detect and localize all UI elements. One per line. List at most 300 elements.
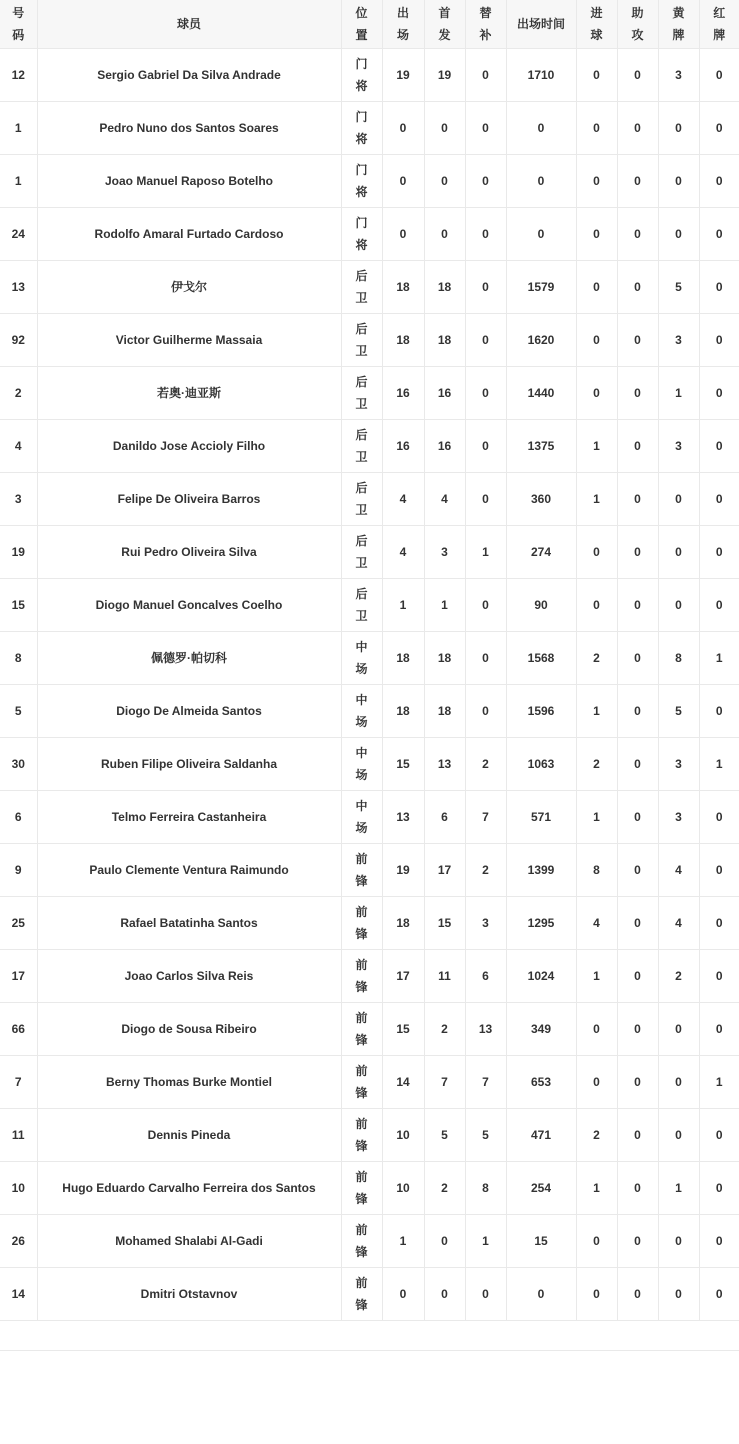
cell-position: 中场 bbox=[341, 791, 382, 844]
cell-number: 6 bbox=[0, 791, 37, 844]
cell-yellow-cards: 0 bbox=[658, 1056, 699, 1109]
cell-player: Ruben Filipe Oliveira Saldanha bbox=[37, 738, 341, 791]
cell-appearances: 0 bbox=[382, 208, 424, 261]
cell-player: Diogo Manuel Goncalves Coelho bbox=[37, 579, 341, 632]
cell-appearances: 18 bbox=[382, 897, 424, 950]
cell-starts: 4 bbox=[424, 473, 465, 526]
cell-appearances: 18 bbox=[382, 261, 424, 314]
table-row bbox=[0, 526, 739, 579]
cell-assists: 0 bbox=[617, 897, 658, 950]
cell-starts: 5 bbox=[424, 1109, 465, 1162]
cell-sub-appearances: 0 bbox=[465, 632, 506, 685]
cell-appearances: 16 bbox=[382, 367, 424, 420]
cell-sub-appearances: 0 bbox=[465, 49, 506, 102]
cell-sub-appearances: 2 bbox=[465, 738, 506, 791]
cell-red-cards: 0 bbox=[699, 208, 739, 261]
cell-appearances: 4 bbox=[382, 526, 424, 579]
cell-minutes: 1568 bbox=[506, 632, 576, 685]
cell-number: 15 bbox=[0, 579, 37, 632]
cell-goals: 4 bbox=[576, 897, 617, 950]
cell-red-cards: 0 bbox=[699, 897, 739, 950]
cell-yellow-cards: 0 bbox=[658, 1268, 699, 1321]
cell-number: 3 bbox=[0, 473, 37, 526]
cell-goals: 2 bbox=[576, 632, 617, 685]
cell-appearances: 10 bbox=[382, 1109, 424, 1162]
cell-number: 9 bbox=[0, 844, 37, 897]
cell-red-cards: 0 bbox=[699, 420, 739, 473]
cell-number: 1 bbox=[0, 155, 37, 208]
cell-position: 中场 bbox=[341, 685, 382, 738]
cell-appearances: 18 bbox=[382, 314, 424, 367]
cell-red-cards: 0 bbox=[699, 49, 739, 102]
cell-minutes: 1375 bbox=[506, 420, 576, 473]
cell-position: 中场 bbox=[341, 738, 382, 791]
cell-sub-appearances: 0 bbox=[465, 155, 506, 208]
cell-number: 7 bbox=[0, 1056, 37, 1109]
column-header-minutes: 出场时间 bbox=[506, 0, 576, 49]
column-header-starts: 首发 bbox=[424, 0, 465, 49]
cell-minutes: 0 bbox=[506, 155, 576, 208]
cell-appearances: 1 bbox=[382, 579, 424, 632]
cell-red-cards: 0 bbox=[699, 579, 739, 632]
cell-position: 后卫 bbox=[341, 420, 382, 473]
cell-sub-appearances: 7 bbox=[465, 791, 506, 844]
cell-minutes: 0 bbox=[506, 102, 576, 155]
cell-red-cards: 1 bbox=[699, 1056, 739, 1109]
cell-red-cards: 0 bbox=[699, 526, 739, 579]
cell-red-cards: 0 bbox=[699, 1268, 739, 1321]
cell-goals: 0 bbox=[576, 1056, 617, 1109]
cell-yellow-cards: 0 bbox=[658, 1109, 699, 1162]
cell-position: 前锋 bbox=[341, 1003, 382, 1056]
cell-red-cards: 0 bbox=[699, 314, 739, 367]
column-header-position: 位置 bbox=[341, 0, 382, 49]
cell-goals: 0 bbox=[576, 579, 617, 632]
table-row bbox=[0, 155, 739, 208]
cell-assists: 0 bbox=[617, 102, 658, 155]
cell-yellow-cards: 0 bbox=[658, 208, 699, 261]
cell-number: 26 bbox=[0, 1215, 37, 1268]
cell-red-cards: 1 bbox=[699, 632, 739, 685]
cell-goals: 2 bbox=[576, 738, 617, 791]
cell-appearances: 17 bbox=[382, 950, 424, 1003]
cell-yellow-cards: 0 bbox=[658, 155, 699, 208]
cell-red-cards: 0 bbox=[699, 102, 739, 155]
cell-starts: 0 bbox=[424, 155, 465, 208]
table-row bbox=[0, 49, 739, 102]
table-row bbox=[0, 1056, 739, 1109]
cell-starts: 18 bbox=[424, 685, 465, 738]
cell-number: 92 bbox=[0, 314, 37, 367]
cell-assists: 0 bbox=[617, 420, 658, 473]
cell-minutes: 0 bbox=[506, 208, 576, 261]
cell-minutes: 1024 bbox=[506, 950, 576, 1003]
cell-appearances: 13 bbox=[382, 791, 424, 844]
cell-assists: 0 bbox=[617, 1003, 658, 1056]
cell-position: 前锋 bbox=[341, 1268, 382, 1321]
cell-number: 2 bbox=[0, 367, 37, 420]
cell-position: 中场 bbox=[341, 632, 382, 685]
cell-assists: 0 bbox=[617, 1056, 658, 1109]
cell-starts: 6 bbox=[424, 791, 465, 844]
cell-appearances: 15 bbox=[382, 738, 424, 791]
cell-sub-appearances: 5 bbox=[465, 1109, 506, 1162]
cell-goals: 1 bbox=[576, 420, 617, 473]
cell-player: Dmitri Otstavnov bbox=[37, 1268, 341, 1321]
cell-number: 19 bbox=[0, 526, 37, 579]
cell-goals: 0 bbox=[576, 261, 617, 314]
cell-player: Sergio Gabriel Da Silva Andrade bbox=[37, 49, 341, 102]
cell-number: 25 bbox=[0, 897, 37, 950]
cell-red-cards: 0 bbox=[699, 261, 739, 314]
cell-assists: 0 bbox=[617, 791, 658, 844]
cell-yellow-cards: 0 bbox=[658, 526, 699, 579]
cell-assists: 0 bbox=[617, 579, 658, 632]
cell-assists: 0 bbox=[617, 155, 658, 208]
cell-yellow-cards: 0 bbox=[658, 473, 699, 526]
cell-starts: 0 bbox=[424, 1268, 465, 1321]
cell-goals: 0 bbox=[576, 102, 617, 155]
cell-number: 17 bbox=[0, 950, 37, 1003]
cell-appearances: 18 bbox=[382, 685, 424, 738]
cell-player: Paulo Clemente Ventura Raimundo bbox=[37, 844, 341, 897]
cell-goals: 1 bbox=[576, 950, 617, 1003]
cell-sub-appearances: 7 bbox=[465, 1056, 506, 1109]
cell-position: 前锋 bbox=[341, 1056, 382, 1109]
cell-appearances: 0 bbox=[382, 102, 424, 155]
column-header-red-cards: 红牌 bbox=[699, 0, 739, 49]
cell-assists: 0 bbox=[617, 1215, 658, 1268]
table-row bbox=[0, 1215, 739, 1268]
table-header-row bbox=[0, 0, 739, 49]
cell-player: 若奥·迪亚斯 bbox=[37, 367, 341, 420]
cell-number: 1 bbox=[0, 102, 37, 155]
cell-starts: 2 bbox=[424, 1003, 465, 1056]
cell-position: 门将 bbox=[341, 155, 382, 208]
cell-yellow-cards: 3 bbox=[658, 791, 699, 844]
cell-starts: 7 bbox=[424, 1056, 465, 1109]
cell-starts: 18 bbox=[424, 632, 465, 685]
cell-player: Rafael Batatinha Santos bbox=[37, 897, 341, 950]
cell-assists: 0 bbox=[617, 473, 658, 526]
column-header-appearances: 出场 bbox=[382, 0, 424, 49]
cell-appearances: 10 bbox=[382, 1162, 424, 1215]
cell-goals: 1 bbox=[576, 791, 617, 844]
cell-sub-appearances: 6 bbox=[465, 950, 506, 1003]
table-row bbox=[0, 102, 739, 155]
cell-starts: 13 bbox=[424, 738, 465, 791]
column-header-player: 球员 bbox=[37, 0, 341, 49]
cell-assists: 0 bbox=[617, 367, 658, 420]
table-row bbox=[0, 950, 739, 1003]
cell-sub-appearances: 1 bbox=[465, 526, 506, 579]
cell-goals: 0 bbox=[576, 1268, 617, 1321]
table-footer-spacer bbox=[0, 1321, 739, 1351]
cell-goals: 0 bbox=[576, 155, 617, 208]
cell-position: 后卫 bbox=[341, 579, 382, 632]
cell-yellow-cards: 4 bbox=[658, 844, 699, 897]
cell-player: Victor Guilherme Massaia bbox=[37, 314, 341, 367]
cell-position: 前锋 bbox=[341, 897, 382, 950]
cell-red-cards: 0 bbox=[699, 367, 739, 420]
table-row bbox=[0, 791, 739, 844]
table-row bbox=[0, 579, 739, 632]
cell-sub-appearances: 0 bbox=[465, 314, 506, 367]
column-header-assists: 助攻 bbox=[617, 0, 658, 49]
cell-minutes: 1295 bbox=[506, 897, 576, 950]
cell-yellow-cards: 8 bbox=[658, 632, 699, 685]
cell-sub-appearances: 0 bbox=[465, 579, 506, 632]
cell-starts: 15 bbox=[424, 897, 465, 950]
cell-appearances: 0 bbox=[382, 1268, 424, 1321]
cell-number: 11 bbox=[0, 1109, 37, 1162]
cell-yellow-cards: 3 bbox=[658, 738, 699, 791]
cell-appearances: 4 bbox=[382, 473, 424, 526]
cell-assists: 0 bbox=[617, 208, 658, 261]
table-row bbox=[0, 314, 739, 367]
cell-position: 后卫 bbox=[341, 526, 382, 579]
cell-starts: 18 bbox=[424, 314, 465, 367]
table-row bbox=[0, 1162, 739, 1215]
cell-sub-appearances: 0 bbox=[465, 261, 506, 314]
cell-red-cards: 0 bbox=[699, 950, 739, 1003]
cell-red-cards: 0 bbox=[699, 685, 739, 738]
cell-starts: 18 bbox=[424, 261, 465, 314]
cell-position: 前锋 bbox=[341, 1215, 382, 1268]
cell-minutes: 1579 bbox=[506, 261, 576, 314]
table-row bbox=[0, 473, 739, 526]
cell-yellow-cards: 2 bbox=[658, 950, 699, 1003]
column-header-yellow-cards: 黄牌 bbox=[658, 0, 699, 49]
cell-number: 8 bbox=[0, 632, 37, 685]
cell-minutes: 15 bbox=[506, 1215, 576, 1268]
cell-yellow-cards: 1 bbox=[658, 367, 699, 420]
column-header-goals: 进球 bbox=[576, 0, 617, 49]
cell-sub-appearances: 0 bbox=[465, 102, 506, 155]
cell-goals: 0 bbox=[576, 208, 617, 261]
cell-yellow-cards: 4 bbox=[658, 897, 699, 950]
cell-goals: 1 bbox=[576, 1162, 617, 1215]
cell-number: 12 bbox=[0, 49, 37, 102]
table-row bbox=[0, 897, 739, 950]
cell-minutes: 1710 bbox=[506, 49, 576, 102]
cell-player: 伊戈尔 bbox=[37, 261, 341, 314]
cell-appearances: 0 bbox=[382, 155, 424, 208]
cell-goals: 0 bbox=[576, 526, 617, 579]
cell-assists: 0 bbox=[617, 526, 658, 579]
cell-red-cards: 0 bbox=[699, 1109, 739, 1162]
cell-sub-appearances: 0 bbox=[465, 1268, 506, 1321]
cell-player: Rui Pedro Oliveira Silva bbox=[37, 526, 341, 579]
cell-goals: 8 bbox=[576, 844, 617, 897]
cell-player: Berny Thomas Burke Montiel bbox=[37, 1056, 341, 1109]
cell-red-cards: 0 bbox=[699, 1162, 739, 1215]
cell-number: 13 bbox=[0, 261, 37, 314]
cell-minutes: 571 bbox=[506, 791, 576, 844]
cell-position: 门将 bbox=[341, 102, 382, 155]
cell-red-cards: 1 bbox=[699, 738, 739, 791]
cell-minutes: 1399 bbox=[506, 844, 576, 897]
cell-yellow-cards: 0 bbox=[658, 1215, 699, 1268]
cell-goals: 1 bbox=[576, 473, 617, 526]
cell-sub-appearances: 0 bbox=[465, 208, 506, 261]
cell-starts: 1 bbox=[424, 579, 465, 632]
cell-sub-appearances: 8 bbox=[465, 1162, 506, 1215]
cell-sub-appearances: 0 bbox=[465, 473, 506, 526]
cell-assists: 0 bbox=[617, 261, 658, 314]
cell-sub-appearances: 0 bbox=[465, 367, 506, 420]
cell-goals: 1 bbox=[576, 685, 617, 738]
cell-minutes: 1063 bbox=[506, 738, 576, 791]
cell-red-cards: 0 bbox=[699, 1215, 739, 1268]
cell-player: Diogo De Almeida Santos bbox=[37, 685, 341, 738]
cell-assists: 0 bbox=[617, 632, 658, 685]
cell-goals: 0 bbox=[576, 1215, 617, 1268]
column-header-sub-appearances: 替补 bbox=[465, 0, 506, 49]
cell-assists: 0 bbox=[617, 950, 658, 1003]
table-row bbox=[0, 261, 739, 314]
cell-minutes: 349 bbox=[506, 1003, 576, 1056]
cell-number: 24 bbox=[0, 208, 37, 261]
table-row bbox=[0, 1109, 739, 1162]
cell-assists: 0 bbox=[617, 49, 658, 102]
cell-goals: 0 bbox=[576, 367, 617, 420]
cell-player: Mohamed Shalabi Al-Gadi bbox=[37, 1215, 341, 1268]
cell-number: 30 bbox=[0, 738, 37, 791]
cell-number: 66 bbox=[0, 1003, 37, 1056]
cell-player: Dennis Pineda bbox=[37, 1109, 341, 1162]
cell-sub-appearances: 0 bbox=[465, 420, 506, 473]
cell-yellow-cards: 3 bbox=[658, 49, 699, 102]
cell-position: 后卫 bbox=[341, 473, 382, 526]
cell-sub-appearances: 1 bbox=[465, 1215, 506, 1268]
cell-position: 前锋 bbox=[341, 950, 382, 1003]
cell-starts: 0 bbox=[424, 208, 465, 261]
cell-minutes: 274 bbox=[506, 526, 576, 579]
cell-yellow-cards: 0 bbox=[658, 102, 699, 155]
cell-yellow-cards: 0 bbox=[658, 579, 699, 632]
cell-position: 门将 bbox=[341, 208, 382, 261]
cell-appearances: 14 bbox=[382, 1056, 424, 1109]
cell-player: Felipe De Oliveira Barros bbox=[37, 473, 341, 526]
cell-red-cards: 0 bbox=[699, 1003, 739, 1056]
cell-goals: 0 bbox=[576, 314, 617, 367]
cell-starts: 16 bbox=[424, 420, 465, 473]
cell-player: Rodolfo Amaral Furtado Cardoso bbox=[37, 208, 341, 261]
cell-assists: 0 bbox=[617, 1268, 658, 1321]
cell-goals: 2 bbox=[576, 1109, 617, 1162]
table-row bbox=[0, 1268, 739, 1321]
cell-minutes: 1596 bbox=[506, 685, 576, 738]
cell-starts: 0 bbox=[424, 102, 465, 155]
cell-number: 10 bbox=[0, 1162, 37, 1215]
cell-minutes: 1620 bbox=[506, 314, 576, 367]
table-row bbox=[0, 208, 739, 261]
cell-assists: 0 bbox=[617, 1162, 658, 1215]
cell-appearances: 19 bbox=[382, 844, 424, 897]
cell-player: Telmo Ferreira Castanheira bbox=[37, 791, 341, 844]
cell-minutes: 90 bbox=[506, 579, 576, 632]
cell-appearances: 15 bbox=[382, 1003, 424, 1056]
cell-minutes: 0 bbox=[506, 1268, 576, 1321]
cell-number: 14 bbox=[0, 1268, 37, 1321]
cell-minutes: 254 bbox=[506, 1162, 576, 1215]
cell-player: Joao Carlos Silva Reis bbox=[37, 950, 341, 1003]
cell-player: Pedro Nuno dos Santos Soares bbox=[37, 102, 341, 155]
cell-sub-appearances: 0 bbox=[465, 685, 506, 738]
table-row bbox=[0, 632, 739, 685]
cell-sub-appearances: 3 bbox=[465, 897, 506, 950]
table-row bbox=[0, 420, 739, 473]
cell-position: 前锋 bbox=[341, 1109, 382, 1162]
cell-yellow-cards: 5 bbox=[658, 261, 699, 314]
cell-position: 后卫 bbox=[341, 261, 382, 314]
cell-red-cards: 0 bbox=[699, 155, 739, 208]
cell-assists: 0 bbox=[617, 685, 658, 738]
table-row bbox=[0, 844, 739, 897]
cell-minutes: 360 bbox=[506, 473, 576, 526]
cell-starts: 3 bbox=[424, 526, 465, 579]
cell-position: 门将 bbox=[341, 49, 382, 102]
cell-assists: 0 bbox=[617, 844, 658, 897]
cell-appearances: 1 bbox=[382, 1215, 424, 1268]
cell-red-cards: 0 bbox=[699, 844, 739, 897]
cell-player: 佩德罗·帕切科 bbox=[37, 632, 341, 685]
cell-position: 前锋 bbox=[341, 1162, 382, 1215]
cell-red-cards: 0 bbox=[699, 473, 739, 526]
cell-minutes: 1440 bbox=[506, 367, 576, 420]
cell-assists: 0 bbox=[617, 1109, 658, 1162]
table-row bbox=[0, 1003, 739, 1056]
cell-player: Hugo Eduardo Carvalho Ferreira dos Santos bbox=[37, 1162, 341, 1215]
cell-starts: 2 bbox=[424, 1162, 465, 1215]
cell-number: 5 bbox=[0, 685, 37, 738]
cell-minutes: 653 bbox=[506, 1056, 576, 1109]
cell-assists: 0 bbox=[617, 738, 658, 791]
table-row bbox=[0, 367, 739, 420]
column-header-number: 号码 bbox=[0, 0, 37, 49]
cell-appearances: 18 bbox=[382, 632, 424, 685]
cell-minutes: 471 bbox=[506, 1109, 576, 1162]
cell-starts: 19 bbox=[424, 49, 465, 102]
cell-goals: 0 bbox=[576, 1003, 617, 1056]
cell-assists: 0 bbox=[617, 314, 658, 367]
cell-goals: 0 bbox=[576, 49, 617, 102]
cell-yellow-cards: 0 bbox=[658, 1003, 699, 1056]
cell-sub-appearances: 13 bbox=[465, 1003, 506, 1056]
cell-yellow-cards: 3 bbox=[658, 420, 699, 473]
cell-starts: 17 bbox=[424, 844, 465, 897]
cell-appearances: 19 bbox=[382, 49, 424, 102]
cell-player: Joao Manuel Raposo Botelho bbox=[37, 155, 341, 208]
cell-starts: 0 bbox=[424, 1215, 465, 1268]
cell-position: 后卫 bbox=[341, 367, 382, 420]
table-body bbox=[0, 49, 739, 1321]
table-row bbox=[0, 738, 739, 791]
cell-appearances: 16 bbox=[382, 420, 424, 473]
cell-position: 前锋 bbox=[341, 844, 382, 897]
cell-red-cards: 0 bbox=[699, 791, 739, 844]
cell-yellow-cards: 3 bbox=[658, 314, 699, 367]
cell-starts: 16 bbox=[424, 367, 465, 420]
cell-position: 后卫 bbox=[341, 314, 382, 367]
table-row bbox=[0, 685, 739, 738]
cell-yellow-cards: 5 bbox=[658, 685, 699, 738]
cell-player: Diogo de Sousa Ribeiro bbox=[37, 1003, 341, 1056]
cell-sub-appearances: 2 bbox=[465, 844, 506, 897]
cell-number: 4 bbox=[0, 420, 37, 473]
cell-player: Danildo Jose Accioly Filho bbox=[37, 420, 341, 473]
